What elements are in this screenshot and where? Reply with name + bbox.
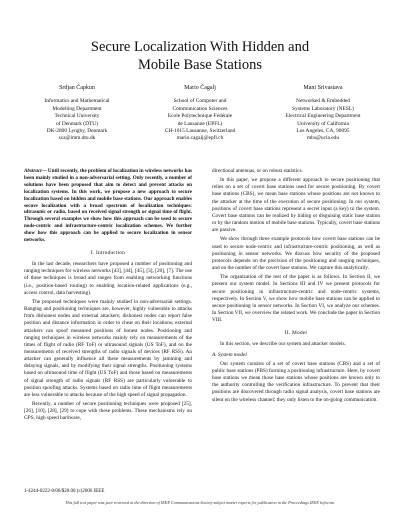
abstract-text: — Until recently, the problem of localization in wireless networks has been mainly studied in a non-adversarial setting. Only recently, a number of solutions have been proposed that aim to detect and prevent attacks on localization systems. In this work, we propose a new approach to secure localization based on hidden and mobile base stations. Our approach enables secure localization with a broad spectrum of localization techniques: ultrasonic or radio, based on received signal strength or signal time of flight. Through several examples we show how this approach can be used to secure node-centric and infrastructure-centric localization schemes. We further show how this approach can be applied to secure localization in sensor networks. xyxy=(24,168,192,244)
paragraph: In the last decade, researchers have proposed a number of positioning and ranging techniques for wireless networks [43], [44], [45], [3], [20], [7]. The use of these techniques is broad and ranges from enabling networking functions (i.e., position-based routing) to enabling location-related applications (e.g., access control, data harvesting). xyxy=(24,261,192,296)
affiliation-line: CH-1015 Lausanne, Switzerland xyxy=(164,128,236,135)
section-heading-introduction: I. Introduction xyxy=(90,249,126,256)
affiliation-line: Technical University xyxy=(54,113,100,120)
author-block xyxy=(18,85,382,143)
affiliation-line: Los Angeles, CA, 90095 xyxy=(296,128,350,135)
paragraph: Recently, a number of secure positioning techniques were proposed [25], [26], [10], [28], [29] to cope with these problems. These mechanisms rely on GPS, high speed hardware, xyxy=(24,401,192,422)
paragraph: The proposed techniques were mainly studied in non-adversarial settings. Ranging and positioning techniques are, however, highly vulnerable to attacks from dishonest nodes and external attackers; dishonest nodes can report false position and distance information in order to cheat on their locations; external attackers can spoof measured positions of honest nodes. Positioning and ranging techniques in wireless networks mainly rely on measurements of the times of flight of radio (RF ToF) or ultrasound signals (US ToF), and on the measurements of received strengths of radio signals of devices (RF RSS). An attacker can generally influence all these measurements by jamming and delaying signals, and by modifying their signal strengths. Positioning systems based on ultrasound time of flight (US ToF) and those based on measurements of signal strength of radio signals (RF RSS) are particularly vulnerable to position spoofing attacks. Systems based on radio time of flight measurements are less vulnerable to attacks because of the high speed of signal propagation. xyxy=(24,298,192,398)
affiliation-line: School of Computer and xyxy=(173,98,227,105)
copyright-footer: 1-4244-0222-0/06/$20.00 (c)2006 IEEE xyxy=(24,489,105,494)
affiliation-line: Electrical Engineering Department xyxy=(285,113,361,120)
paragraph: We show through three example protocols how covert base stations can be used to secure node-centric and infrastructure-centric positioning, as well as positioning in sensor networks. We discuss how security of the proposed protocols depends on the precision of the positioning and ranging techniques, and on the number of the covert base stations. We capture this analytically. xyxy=(212,236,380,272)
subsection-heading-system-model: A. System model xyxy=(212,351,247,358)
author-email: mbs@ucla.edu xyxy=(306,135,340,142)
author-name: Mario Čagalj xyxy=(184,85,216,91)
affiliation-line: Communication Sciences xyxy=(172,105,228,112)
affiliation-line: Systems Laboratory (NESL) xyxy=(292,105,354,112)
author-email: sca@imm.dtu.dk xyxy=(58,135,96,142)
title-line-2: Mobile Base Stations xyxy=(137,57,263,73)
section-heading-model: II. Model xyxy=(284,330,308,337)
paragraph: Our system consists of a set of covert base stations (CBS) and a set of public base stations (PBS) forming a positioning infrastructure. Here, by covert base stations we mean those base stations whose positions are known only to the authority controlling the verification infrastructure. To prevent that their positions are discovered through radio signal analysis, covert base stations are silent on the wireless channel; they only listen to the on-going communication. xyxy=(212,360,380,403)
paper-title xyxy=(20,38,380,74)
affiliation-line: Modelling Department xyxy=(52,105,102,112)
author-1 xyxy=(18,85,136,143)
affiliation-line: of Denmark (DTU) xyxy=(56,120,98,127)
abstract-label: Abstract xyxy=(24,168,42,174)
abstract xyxy=(24,168,192,244)
right-column xyxy=(212,168,380,406)
paragraph: In this paper, we propose a different approach to secure positioning that relies on a set of covert base stations used for secure positioning. By covert base stations (CBS), we mean base stations whose positions are not known to the attacker at the time of the execution of secure positioning. In our system, positions of covert base stations represent a secret input (a key) to the system. Covert base stations can be realized by hiding or disguising static base station or by the random motion of mobile base stations. Typically, covert base stations are passive. xyxy=(212,177,380,234)
paragraph: In this section, we describe our system and attacker models. xyxy=(220,341,346,348)
review-note-footer: This full text paper was peer reviewed at the direction of IEEE Communications Society subject matter experts for publication in the Proceedings IEEE Infocom. xyxy=(65,500,335,505)
affiliation-line: University of California xyxy=(297,120,349,127)
author-3 xyxy=(264,85,382,143)
affiliation-line: de Lausanne (EPFL) xyxy=(177,120,223,127)
paragraph: The organization of the rest of the paper is as follows. In Section II, we present our system model. In Sections III and IV we present protocols for secure positioning in infrastructure-centric and node-centric systems, respectively. In Section V, we show how mobile base stations can be applied to secure positioning in sensor networks. In Section VI, we analyze our schemes. In Section VII, we overview the related work. We conclude the paper in Section VIII. xyxy=(212,274,380,324)
paragraph: directional antennas, or on robust statistics. xyxy=(212,168,303,174)
author-2 xyxy=(141,85,259,143)
affiliation-line: DK-2800 Lyngby, Denmark xyxy=(46,128,108,135)
left-column xyxy=(24,168,192,425)
affiliation-line: Ecole Polytechnique Fédérale xyxy=(167,113,233,120)
affiliation-line: Networked & Embedded xyxy=(296,98,350,105)
author-name: Srdjan Čapkun xyxy=(59,85,95,91)
affiliation-line: Informatics and Mathematical xyxy=(44,98,110,105)
author-email: mario.cagalj@epfl.ch xyxy=(176,135,224,142)
title-line-1: Secure Localization With Hidden and xyxy=(90,39,310,55)
author-name: Mani Srivastava xyxy=(303,85,343,91)
